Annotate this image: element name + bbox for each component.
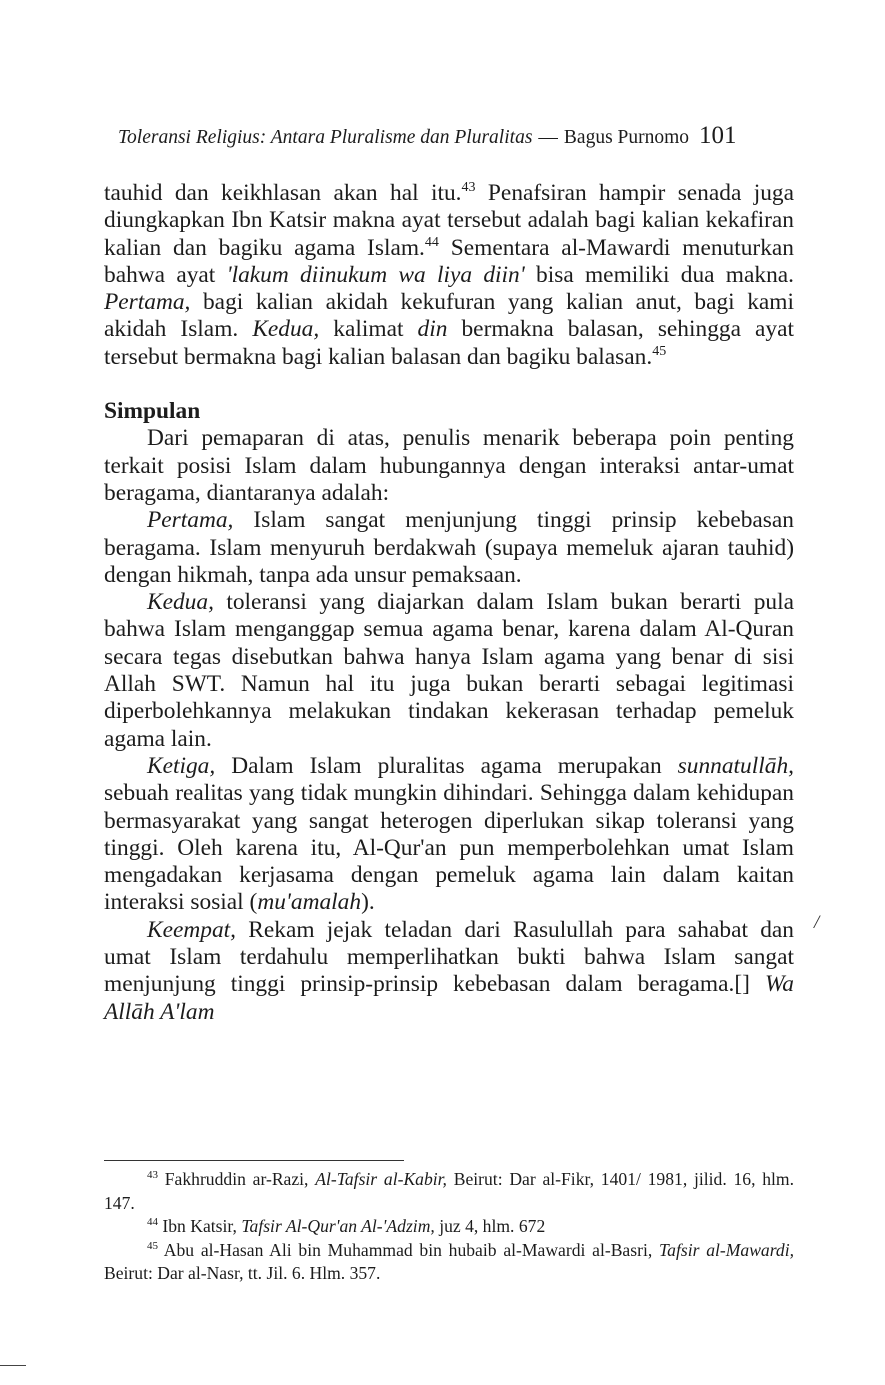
closing-phrase: Wa Allāh A'lam — [104, 971, 794, 1025]
footnote-rule — [104, 1160, 404, 1161]
end-mark: [] — [734, 971, 750, 998]
para1-text-d: bisa memiliki dua makna. — [524, 261, 795, 288]
kedua-label: Kedua, — [252, 316, 320, 343]
page-number: 101 — [699, 122, 737, 149]
point-ketiga-text-c: ). — [361, 889, 375, 916]
header-dash: — — [538, 127, 558, 148]
sunnatullah-term: sunnatullāh, — [677, 752, 794, 779]
footnote-45-title: Tafsir al-Mawardi, — [659, 1239, 795, 1260]
paragraph-continuation — [104, 180, 794, 371]
header-author: Bagus Purnomo — [563, 127, 690, 148]
running-title: Toleransi Religius: Antara Pluralisme dan Pluralitas — [118, 127, 533, 148]
point-kedua-text: toleransi yang diajarkan dalam Islam bukan berarti pula bahwa Islam menganggap semua agama benar, karena dalam Al-Quran secara tegas disebutkan bahwa hanya Islam agama yang benar di sisi Allah SWT. Namun hal itu juga bukan berarti sebagai legitimasi diperbolehkannya melakukan tindakan kekerasan terhadap pemeluk agama lain. — [104, 589, 794, 752]
point-keempat — [104, 917, 794, 1026]
para1-text-a: tauhid dan keikhlasan akan hal itu. — [104, 180, 462, 206]
point-kedua — [104, 589, 794, 753]
din-term: din — [417, 316, 448, 343]
footnote-43-author: Fakhruddin ar-Razi, — [164, 1169, 316, 1189]
footnote-43 — [104, 1168, 794, 1215]
point-ketiga-label: Ketiga, — [147, 752, 216, 779]
point-ketiga-text-a: Dalam Islam pluralitas agama merupakan — [215, 752, 678, 779]
footnote-44 — [104, 1215, 794, 1239]
footnote-44-title: Tafsir Al-Qur'an Al-'Adzim, — [241, 1216, 435, 1237]
section-heading: Simpulan — [104, 398, 201, 425]
footnote-43-details: Beirut: Dar al-Fikr, 1401/ 1981, jilid. 16, hlm. 147. — [104, 1169, 794, 1213]
body-text — [104, 180, 794, 1026]
point-ketiga-text-b: sebuah realitas yang tidak mungkin dihindari. Sehingga dalam kehidupan bermasyarakat yang sangat heterogen diperlukan sikap toleransi yang tinggi. Oleh karena itu, Al-Qur'an pun memperbolehkan umat Islam mengadakan kerjasama dengan pemeluk agama lain dalam kaitan interaksi sosial ( — [104, 780, 794, 916]
point-pertama-text: Islam sangat menjunjung tinggi prinsip kebebasan beragama. Islam menyuruh berdakwah (supaya memeluk ajaran tauhid) dengan hikmah, tanpa ada unsur pemaksaan. — [104, 507, 794, 588]
scan-corner-mark — [0, 1365, 26, 1366]
footnote-44-details: juz 4, hlm. 672 — [434, 1216, 546, 1237]
point-keempat-text: Rekam jejak teladan dari Rasulullah para sahabat dan umat Islam terdahulu memperlihatkan bukti bahwa Islam sangat menjunjung tinggi prinsip-prinsip kebebasan dalam beragama. — [104, 916, 794, 998]
footnote-44-author: Ibn Katsir, — [162, 1216, 242, 1237]
point-kedua-label: Kedua, — [147, 589, 214, 616]
point-pertama — [104, 507, 794, 589]
conclusion-intro: Dari pemaparan di atas, penulis menarik beberapa poin penting terkait posisi Islam dalam hubungannya dengan interaksi antar-umat beragama, diantaranya adalah: — [104, 425, 794, 506]
footnote-45-author: Abu al-Hasan Ali bin Muhammad bin hubaib al-Mawardi al-Basri, — [163, 1239, 659, 1260]
pertama-label: Pertama, — [104, 289, 191, 316]
running-header — [118, 122, 790, 150]
footnote-45-details: Beirut: Dar al-Nasr, tt. Jil. 6. Hlm. 357. — [104, 1263, 381, 1284]
footnote-45-number: 45 — [147, 1239, 158, 1252]
para1-text-g: bermakna balasan, sehingga ayat tersebut bermakna bagi kalian balasan dan bagiku balasan. — [104, 316, 794, 370]
para1-text-c: Sementara al-Mawardi menuturkan bahwa ayat — [104, 234, 794, 288]
point-keempat-label: Keempat, — [147, 916, 236, 943]
footnote-ref-43: 43 — [461, 180, 476, 195]
margin-mark: / — [814, 912, 820, 933]
point-ketiga — [104, 753, 794, 917]
ayat-phrase: 'lakum diinukum wa liya diin' — [226, 261, 525, 288]
footnote-43-number: 43 — [147, 1169, 158, 1181]
para1-text-e: bagi kalian akidah kekufuran yang kalian anut, bagi kami akidah Islam. — [104, 289, 794, 343]
footnote-43-title: Al-Tafsir al-Kabir, — [315, 1169, 447, 1189]
footnotes — [104, 1168, 794, 1286]
footnote-44-number: 44 — [147, 1216, 158, 1229]
point-pertama-label: Pertama, — [147, 507, 234, 534]
para1-text-f: kalimat — [319, 316, 418, 343]
footnote-45 — [104, 1239, 794, 1286]
footnote-ref-45: 45 — [652, 343, 667, 359]
footnote-ref-44: 44 — [424, 234, 439, 250]
muamalah-term: mu'amalah — [257, 889, 362, 916]
para1-text-b: Penafsiran hampir senada juga diungkapkan Ibn Katsir makna ayat tersebut adalah bagi kalian kekafiran kalian dan bagiku agama Islam. — [104, 180, 795, 261]
